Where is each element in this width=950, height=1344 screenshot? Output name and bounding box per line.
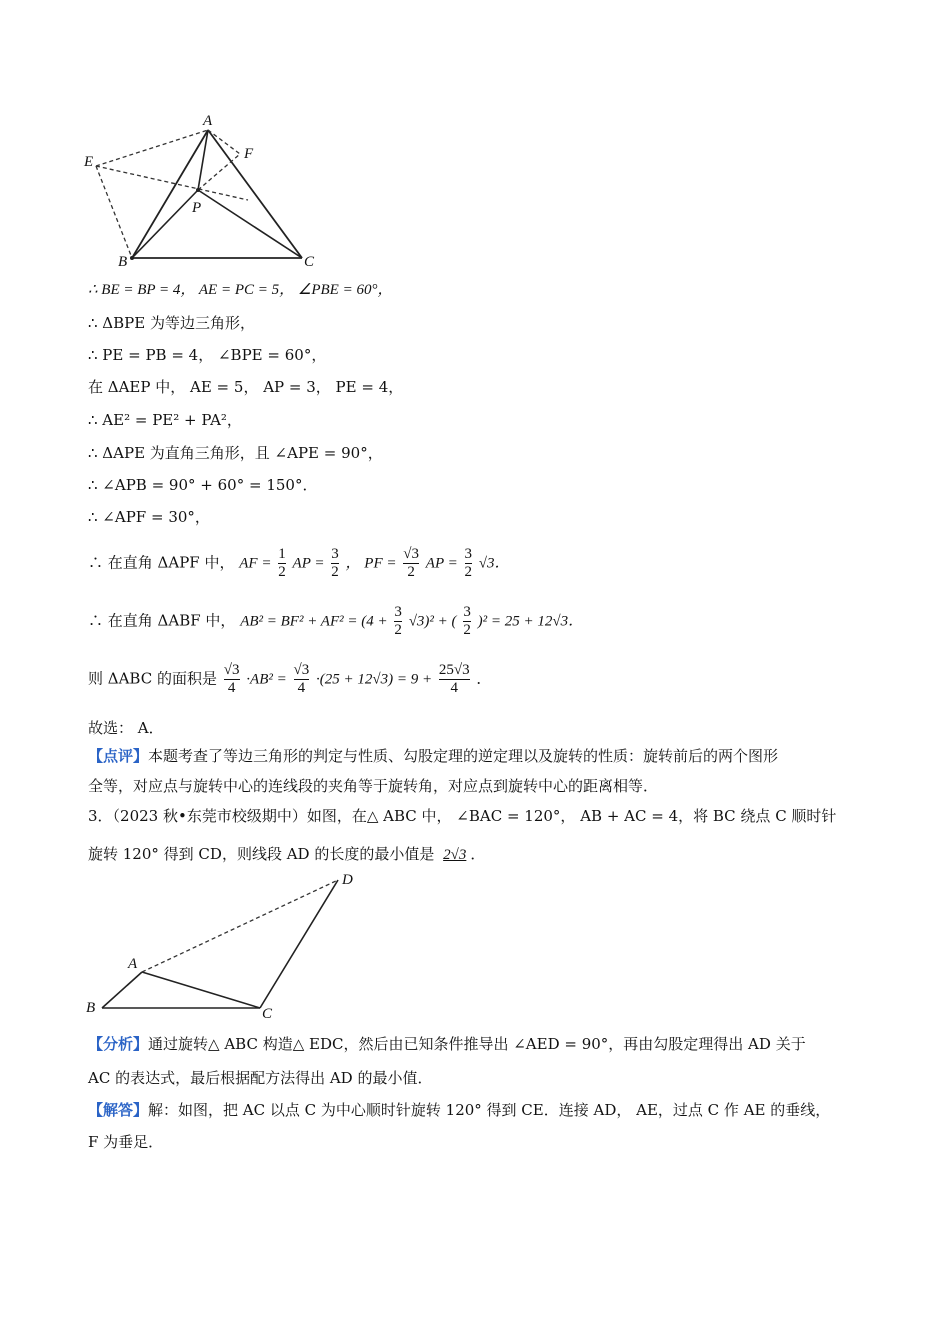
answer-line-1 [88,1100,830,1120]
label-p: P [192,200,202,216]
fraction-three-half-2: $\frac{3}{2}$ [464,546,472,580]
step-10-part-b: √3)² + ( [408,613,457,630]
step-8: ∴ ∠APF = 30°， [88,508,210,526]
step-9-prefix: ∴ 在直角 ΔAPF 中， [88,553,235,572]
label-b: B [118,254,128,270]
step-9 [88,546,510,581]
step-3: ∴ PE = PB = 4， ∠BPE = 60°， [88,346,327,364]
step-10-prefix: ∴ 在直角 ΔABF 中， [88,611,236,630]
comment-tag: 【点评】 [88,747,149,765]
fraction-three-half: $\frac{3}{2}$ [331,546,339,580]
label-a: A [128,956,138,972]
segment-pc [198,190,302,258]
segment-ba [102,972,142,1008]
answer-tag: 【解答】 [88,1101,149,1119]
question-3-end: ． [470,845,486,863]
step-10 [88,604,583,639]
label-a: A [203,113,213,129]
comment-line-2: 全等，对应点与旋转中心的连线段的夹角等于旋转角，对应点到旋转中心的距离相等． [88,777,659,795]
fraction-sqrt3-quarter: $\frac{√3}{4}$ [223,662,240,696]
step-4: 在 ΔAEP 中， AE = 5， AP = 3， PE = 4， [88,378,404,396]
fraction-one-half: $\frac{1}{2}$ [278,546,286,580]
step-11 [88,662,491,697]
step-1: ∴ BE = BP = 4， AE = PC = 5， ∠PBE = 60°， [88,282,393,298]
segment-ac [142,972,260,1008]
answer-line-2: F 为垂足． [88,1133,164,1151]
comment-text-1: 本题考查了等边三角形的判定与性质、勾股定理的逆定理以及旋转的性质：旋转前后的两个图形 [148,747,779,765]
step-11-end: ． [476,669,492,688]
analysis-line-2: AC 的表达式，最后根据配方法得出 AD 的最小值． [88,1069,433,1087]
segment-cd [260,880,338,1008]
question-3-line-2 [88,844,485,865]
figure-triangle-abc-rotation [80,108,330,273]
ap-label: AP = [292,555,325,572]
label-e: E [84,154,94,170]
step-11-prefix: 则 ΔABC 的面积是 [88,669,217,688]
figure-triangle-abc-cd [80,868,370,1022]
answer-blank: 2√3 [443,847,467,863]
label-f: F [244,146,254,162]
segment-ea [96,130,208,166]
analysis-text-1: 通过旋转△ ABC 构造△ EDC，然后由已知条件推导出 ∠AED = 90°，再由勾股定理得出 AD 关于 [148,1035,806,1053]
pf-label: ， PF = [345,555,397,572]
answer-text-1: 解：如图，把 AC 以点 C 为中心顺时针旋转 120° 得到 CE．连接 AD， AE，过点 C 作 AE 的垂线， [148,1101,831,1119]
step-2: ∴ ΔBPE 为等边三角形， [88,314,255,332]
step-5: ∴ AE² = PE² + PA²， [88,411,242,429]
fraction-sqrt3-half: $\frac{√3}{2}$ [403,546,419,580]
step-11-part-a: ·AB² = [246,671,287,688]
segment-ad [142,880,338,972]
af-label: AF = [239,555,272,572]
step-10-part-c: )² = 25 + 12√3． [477,613,584,630]
ap-label-2: AP = [425,555,458,572]
fraction-25sqrt3-quarter: $\frac{25√3}{4}$ [438,662,470,696]
label-d: D [342,872,353,888]
fraction-three-half-3: $\frac{3}{2}$ [394,604,402,638]
comment-line-1 [88,746,778,766]
step-10-part-a: AB² = BF² + AF² = (4 + [240,613,388,630]
label-b: B [86,1000,96,1016]
analysis-line-1 [88,1034,806,1054]
step-11-part-b: ·(25 + 12√3) = 9 + [316,671,433,688]
segment-eb [96,166,132,258]
conclusion: 故选： A． [88,719,164,737]
step-6: ∴ ΔAPE 为直角三角形，且 ∠APE = 90°， [88,444,383,462]
question-3-line-1: 3．（2023 秋•东莞市校级期中）如图，在△ ABC 中， ∠BAC = 120°， AB + AC = 4，将 BC 绕点 C 顺时针 [88,807,837,825]
fraction-sqrt3-quarter-2: $\frac{√3}{4}$ [293,662,310,696]
analysis-tag: 【分析】 [88,1035,149,1053]
step-9-end: √3． [478,555,510,572]
label-c: C [304,254,315,270]
fraction-three-half-4: $\frac{3}{2}$ [463,604,471,638]
segment-pf [198,154,240,190]
segment-epf [96,166,248,200]
segment-ab [132,130,208,258]
question-3-text: 旋转 120° 得到 CD，则线段 AD 的长度的最小值是 [88,845,435,863]
segment-bp [132,190,198,258]
step-7: ∴ ∠APB = 90° + 60° = 150°． [88,476,318,494]
label-c: C [262,1006,273,1022]
